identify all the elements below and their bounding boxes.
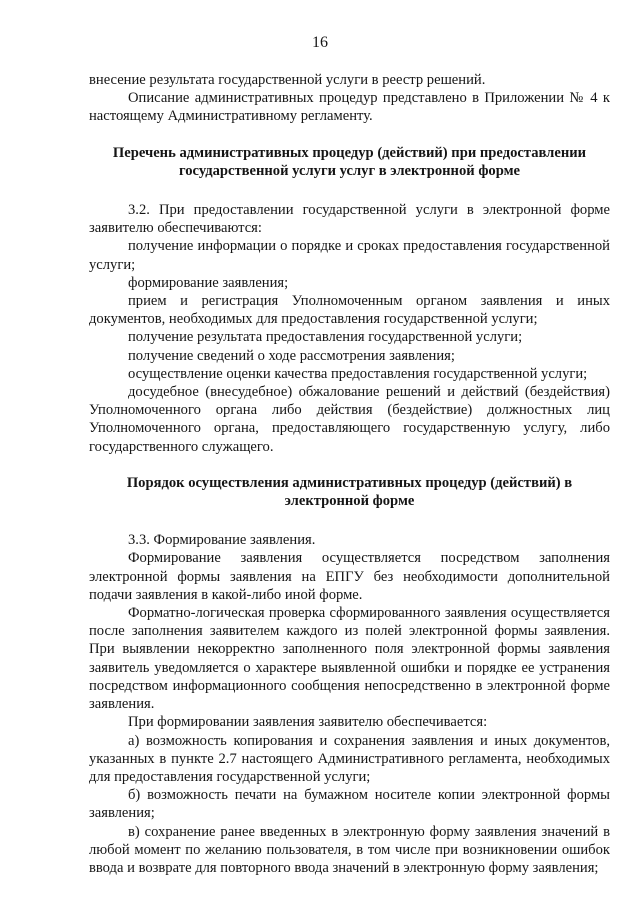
- paragraph: досудебное (внесудебное) обжалование решений и действий (бездействия) Уполномоченного органа либо действия (бездействие) должностных лиц Уполномоченного органа, предоставляющего государственную услугу, либо государственного служащего.: [89, 384, 610, 455]
- paragraph: в) сохранение ранее введенных в электронную форму заявления значений в любой момент по желанию пользователя, в том числе при возникновении ошибок ввода и возврате для повторного ввода значений в электронную форму заявления;: [89, 823, 610, 876]
- spacer: [89, 126, 610, 144]
- document-body: [89, 71, 610, 877]
- paragraph: 3.2. При предоставлении государственной услуги в электронной форме заявителю обеспечиваются:: [89, 202, 610, 237]
- spacer: [89, 180, 610, 201]
- paragraph: б) возможность печати на бумажном носителе копии электронной формы заявления;: [89, 787, 610, 822]
- section-heading: Порядок осуществления административных процедур (действий) в электронной форме: [126, 474, 573, 510]
- paragraph: а) возможность копирования и сохранения заявления и иных документов, указанных в пункте 2.7 настоящего Административного регламента, необходимых для предоставления государственной услуги;: [89, 732, 610, 785]
- paragraph: Форматно-логическая проверка сформированного заявления осуществляется после заполнения заявителем каждого из полей электронной формы заявления. При выявлении некорректно заполненного поля электронной формы заявления заявитель уведомляется о характере выявленной ошибки и порядке ее устранения посредством информационного сообщения непосредственно в электронной форме заявления.: [89, 605, 610, 713]
- paragraph: получение результата предоставления государственной услуги;: [128, 329, 523, 346]
- spacer: [89, 510, 610, 531]
- paragraph: прием и регистрация Уполномоченным органом заявления и иных документов, необходимых для предоставления государственной услуги;: [89, 293, 610, 328]
- page-number: 16: [312, 34, 328, 51]
- paragraph: Формирование заявления осуществляется посредством заполнения электронной формы заявления на ЕПГУ без необходимости дополнительной подачи заявления в какой-либо иной форме.: [89, 550, 610, 603]
- paragraph: 3.3. Формирование заявления.: [128, 532, 316, 549]
- paragraph: Описание административных процедур представлено в Приложении № 4 к настоящему Административному регламенту.: [89, 90, 610, 125]
- spacer: [89, 456, 610, 474]
- paragraph: получение сведений о ходе рассмотрения заявления;: [128, 347, 455, 364]
- paragraph: осуществление оценки качества предоставления государственной услуги;: [128, 365, 588, 382]
- paragraph: получение информации о порядке и сроках предоставления государственной услуги;: [89, 238, 610, 273]
- paragraph: формирование заявления;: [128, 274, 289, 291]
- paragraph: внесение результата государственной услуги в реестр решений.: [89, 72, 486, 88]
- section-heading: Перечень административных процедур (действий) при предоставлении государственной услуги услуг в электронной форме: [112, 144, 587, 179]
- paragraph: При формировании заявления заявителю обеспечивается:: [128, 714, 488, 731]
